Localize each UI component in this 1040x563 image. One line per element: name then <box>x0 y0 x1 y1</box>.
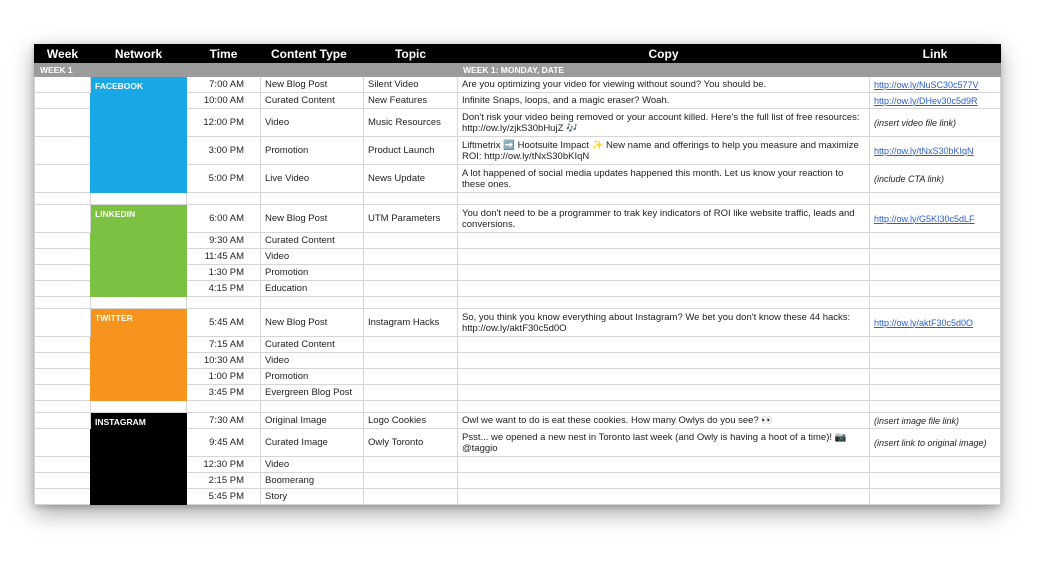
link-cell[interactable] <box>870 309 1001 337</box>
link-placeholder-note: (insert video file link) <box>874 117 957 128</box>
header-time[interactable]: Time <box>187 45 261 63</box>
week-bar-cell[interactable] <box>91 63 187 77</box>
link-placeholder-note: (include CTA link) <box>874 173 945 184</box>
time-cell[interactable]: 9:30 AM <box>187 233 261 249</box>
topic-cell[interactable] <box>364 233 458 249</box>
network-label-twitter[interactable]: TWITTER <box>91 309 187 401</box>
empty-cell[interactable] <box>458 297 870 309</box>
copy-cell[interactable] <box>458 249 870 265</box>
week-cell[interactable] <box>35 93 91 109</box>
post-link[interactable]: http://ow.ly/DHev30c5d9R <box>874 95 978 106</box>
week-cell[interactable] <box>35 309 91 337</box>
week-cell[interactable] <box>35 205 91 233</box>
topic-cell[interactable]: Product Launch <box>364 137 458 165</box>
link-placeholder-note: (insert link to original image) <box>874 437 987 448</box>
copy-cell[interactable] <box>458 385 870 401</box>
content-type-cell[interactable]: Video <box>261 249 364 265</box>
time-cell[interactable]: 7:15 AM <box>187 337 261 353</box>
time-cell[interactable]: 5:00 PM <box>187 165 261 193</box>
link-cell[interactable] <box>870 413 1001 429</box>
copy-cell[interactable] <box>458 337 870 353</box>
link-cell[interactable] <box>870 233 1001 249</box>
content-type-cell[interactable]: Video <box>261 353 364 369</box>
week-cell[interactable] <box>35 77 91 93</box>
time-cell[interactable]: 3:45 PM <box>187 385 261 401</box>
week-bar-cell[interactable] <box>870 63 1001 77</box>
week-cell[interactable] <box>35 457 91 473</box>
copy-cell[interactable]: Psst... we opened a new nest in Toronto last week (and Owly is having a hoot of a time)! 📷 @taggio <box>458 429 870 457</box>
topic-cell[interactable] <box>364 369 458 385</box>
week-cell[interactable] <box>35 233 91 249</box>
link-cell[interactable] <box>870 457 1001 473</box>
empty-cell[interactable] <box>261 297 364 309</box>
network-label-facebook[interactable]: FACEBOOK <box>91 77 187 193</box>
link-cell[interactable] <box>870 369 1001 385</box>
copy-cell[interactable] <box>458 457 870 473</box>
copy-cell[interactable] <box>458 233 870 249</box>
link-placeholder-note: (insert image file link) <box>874 415 960 426</box>
link-cell[interactable] <box>870 77 1001 93</box>
time-cell[interactable]: 6:00 AM <box>187 205 261 233</box>
content-type-cell[interactable]: Curated Content <box>261 337 364 353</box>
time-cell[interactable]: 5:45 PM <box>187 489 261 505</box>
topic-cell[interactable] <box>364 457 458 473</box>
content-type-cell[interactable]: Live Video <box>261 165 364 193</box>
topic-cell[interactable]: UTM Parameters <box>364 205 458 233</box>
topic-cell[interactable] <box>364 385 458 401</box>
week-cell[interactable] <box>35 473 91 489</box>
week-cell[interactable] <box>35 385 91 401</box>
content-type-cell[interactable]: Evergreen Blog Post <box>261 385 364 401</box>
week-cell[interactable] <box>35 109 91 137</box>
time-cell[interactable]: 11:45 AM <box>187 249 261 265</box>
header-content-type[interactable]: Content Type <box>261 45 364 63</box>
empty-cell[interactable] <box>870 297 1001 309</box>
content-type-cell[interactable]: Curated Content <box>261 233 364 249</box>
empty-cell[interactable] <box>870 193 1001 205</box>
link-cell[interactable] <box>870 93 1001 109</box>
header-week[interactable]: Week <box>35 45 91 63</box>
empty-cell[interactable] <box>364 297 458 309</box>
copy-cell[interactable]: A lot happened of social media updates happened this month. Let us know your reaction to these ones. <box>458 165 870 193</box>
week-cell[interactable] <box>35 249 91 265</box>
time-cell[interactable]: 12:30 PM <box>187 457 261 473</box>
post-link[interactable]: http://ow.ly/tNxS30bKIqN <box>874 145 974 156</box>
time-cell[interactable]: 2:15 PM <box>187 473 261 489</box>
week-cell[interactable] <box>35 489 91 505</box>
content-type-cell[interactable]: New Blog Post <box>261 77 364 93</box>
spacer-row <box>35 401 1001 413</box>
twitter-row <box>35 309 1001 337</box>
week-cell[interactable] <box>35 165 91 193</box>
copy-cell[interactable]: So, you think you know everything about Instagram? We bet you don't know these 44 hacks: http://ow.ly/aktF30c5d0O <box>458 309 870 337</box>
week-label[interactable]: WEEK 1 <box>35 63 91 77</box>
time-cell[interactable]: 12:00 PM <box>187 109 261 137</box>
link-cell[interactable] <box>870 385 1001 401</box>
network-label-instagram[interactable]: INSTAGRAM <box>91 413 187 505</box>
week-bar <box>35 63 1001 77</box>
empty-cell[interactable] <box>91 401 187 413</box>
topic-cell[interactable] <box>364 473 458 489</box>
linkedin-group <box>35 205 1001 309</box>
topic-cell[interactable]: Owly Toronto <box>364 429 458 457</box>
empty-cell[interactable] <box>364 401 458 413</box>
topic-cell[interactable] <box>364 281 458 297</box>
time-cell[interactable]: 9:45 AM <box>187 429 261 457</box>
time-cell[interactable]: 3:00 PM <box>187 137 261 165</box>
topic-cell[interactable] <box>364 249 458 265</box>
header-copy[interactable]: Copy <box>458 45 870 63</box>
content-type-cell[interactable]: New Blog Post <box>261 205 364 233</box>
post-link[interactable]: http://ow.ly/aktF30c5d0O <box>874 317 974 328</box>
link-cell[interactable] <box>870 429 1001 457</box>
content-type-cell[interactable]: Video <box>261 457 364 473</box>
topic-cell[interactable] <box>364 489 458 505</box>
linkedin-row <box>35 205 1001 233</box>
copy-cell[interactable] <box>458 353 870 369</box>
calendar-table <box>34 44 1001 505</box>
instagram-group <box>35 413 1001 505</box>
header-row <box>35 45 1001 63</box>
link-cell[interactable] <box>870 281 1001 297</box>
copy-cell[interactable] <box>458 489 870 505</box>
time-cell[interactable]: 1:00 PM <box>187 369 261 385</box>
empty-cell[interactable] <box>870 401 1001 413</box>
time-cell[interactable]: 7:00 AM <box>187 77 261 93</box>
topic-cell[interactable] <box>364 353 458 369</box>
topic-cell[interactable]: Music Resources <box>364 109 458 137</box>
week-cell[interactable] <box>35 413 91 429</box>
copy-cell[interactable] <box>458 265 870 281</box>
empty-cell[interactable] <box>261 193 364 205</box>
copy-cell[interactable]: Liftmetrix ➡️ Hootsuite Impact ✨ New name and offerings to help you measure and maximize ROI: http://ow.ly/tNxS30bKIqN <box>458 137 870 165</box>
empty-cell[interactable] <box>187 193 261 205</box>
link-cell[interactable] <box>870 165 1001 193</box>
content-calendar-sheet <box>34 44 1000 505</box>
week-cell[interactable] <box>35 281 91 297</box>
week-cell[interactable] <box>35 353 91 369</box>
copy-cell[interactable] <box>458 473 870 489</box>
link-cell[interactable] <box>870 137 1001 165</box>
time-cell[interactable]: 10:30 AM <box>187 353 261 369</box>
topic-cell[interactable] <box>364 265 458 281</box>
link-cell[interactable] <box>870 473 1001 489</box>
facebook-group <box>35 77 1001 205</box>
topic-cell[interactable]: News Update <box>364 165 458 193</box>
content-type-cell[interactable]: Curated Image <box>261 429 364 457</box>
time-cell[interactable]: 1:30 PM <box>187 265 261 281</box>
empty-cell[interactable] <box>35 297 91 309</box>
week-bar-cell[interactable] <box>261 63 364 77</box>
topic-cell[interactable]: Silent Video <box>364 77 458 93</box>
topic-cell[interactable]: New Features <box>364 93 458 109</box>
spacer-row <box>35 297 1001 309</box>
time-cell[interactable]: 4:15 PM <box>187 281 261 297</box>
content-type-cell[interactable]: Story <box>261 489 364 505</box>
link-cell[interactable] <box>870 205 1001 233</box>
copy-cell[interactable]: Infinite Snaps, loops, and a magic eraser? Woah. <box>458 93 870 109</box>
time-cell[interactable]: 10:00 AM <box>187 93 261 109</box>
post-link[interactable]: http://ow.ly/NuSC30c577V <box>874 79 979 90</box>
post-link[interactable]: http://ow.ly/G5KI30c5dLF <box>874 213 975 224</box>
link-cell[interactable] <box>870 489 1001 505</box>
header-topic[interactable]: Topic <box>364 45 458 63</box>
week-cell[interactable] <box>35 369 91 385</box>
link-cell[interactable] <box>870 265 1001 281</box>
content-type-cell[interactable]: Original Image <box>261 413 364 429</box>
topic-cell[interactable] <box>364 337 458 353</box>
week-cell[interactable] <box>35 337 91 353</box>
empty-cell[interactable] <box>187 297 261 309</box>
content-type-cell[interactable]: Promotion <box>261 265 364 281</box>
header-link[interactable]: Link <box>870 45 1001 63</box>
link-cell[interactable] <box>870 353 1001 369</box>
copy-cell[interactable]: Don't risk your video being removed or your account killed. Here's the full list of free resources: http://ow.ly/zjkS30bHujZ 🎶 <box>458 109 870 137</box>
copy-cell[interactable]: You don't need to be a programmer to trak key indicators of ROI like website traffic, leads and conversions. <box>458 205 870 233</box>
spacer-row <box>35 193 1001 205</box>
facebook-row <box>35 77 1001 93</box>
content-type-cell[interactable]: Education <box>261 281 364 297</box>
twitter-group <box>35 309 1001 413</box>
topic-cell[interactable]: Instagram Hacks <box>364 309 458 337</box>
instagram-row <box>35 413 1001 429</box>
time-cell[interactable]: 7:30 AM <box>187 413 261 429</box>
content-type-cell[interactable]: New Blog Post <box>261 309 364 337</box>
empty-cell[interactable] <box>364 193 458 205</box>
copy-cell[interactable]: Are you optimizing your video for viewing without sound? You should be. <box>458 77 870 93</box>
copy-cell[interactable] <box>458 281 870 297</box>
header-network[interactable]: Network <box>91 45 187 63</box>
link-cell[interactable] <box>870 109 1001 137</box>
week-cell[interactable] <box>35 429 91 457</box>
empty-cell[interactable] <box>91 297 187 309</box>
week-cell[interactable] <box>35 137 91 165</box>
link-cell[interactable] <box>870 249 1001 265</box>
empty-cell[interactable] <box>91 193 187 205</box>
content-type-cell[interactable]: Promotion <box>261 137 364 165</box>
copy-cell[interactable] <box>458 369 870 385</box>
content-type-cell[interactable]: Curated Content <box>261 93 364 109</box>
week-bar-cell[interactable] <box>364 63 458 77</box>
empty-cell[interactable] <box>35 193 91 205</box>
network-label-linkedin[interactable]: LINKEDIN <box>91 205 187 297</box>
copy-cell[interactable]: Owl we want to do is eat these cookies. How many Owlys do you see? 👀 <box>458 413 870 429</box>
topic-cell[interactable]: Logo Cookies <box>364 413 458 429</box>
empty-cell[interactable] <box>187 401 261 413</box>
week-bar-cell[interactable] <box>187 63 261 77</box>
time-cell[interactable]: 5:45 AM <box>187 309 261 337</box>
content-type-cell[interactable]: Video <box>261 109 364 137</box>
content-type-cell[interactable]: Boomerang <box>261 473 364 489</box>
week-title[interactable]: WEEK 1: MONDAY, DATE <box>458 63 870 77</box>
empty-cell[interactable] <box>458 401 870 413</box>
empty-cell[interactable] <box>35 401 91 413</box>
link-cell[interactable] <box>870 337 1001 353</box>
week-cell[interactable] <box>35 265 91 281</box>
content-type-cell[interactable]: Promotion <box>261 369 364 385</box>
empty-cell[interactable] <box>458 193 870 205</box>
empty-cell[interactable] <box>261 401 364 413</box>
